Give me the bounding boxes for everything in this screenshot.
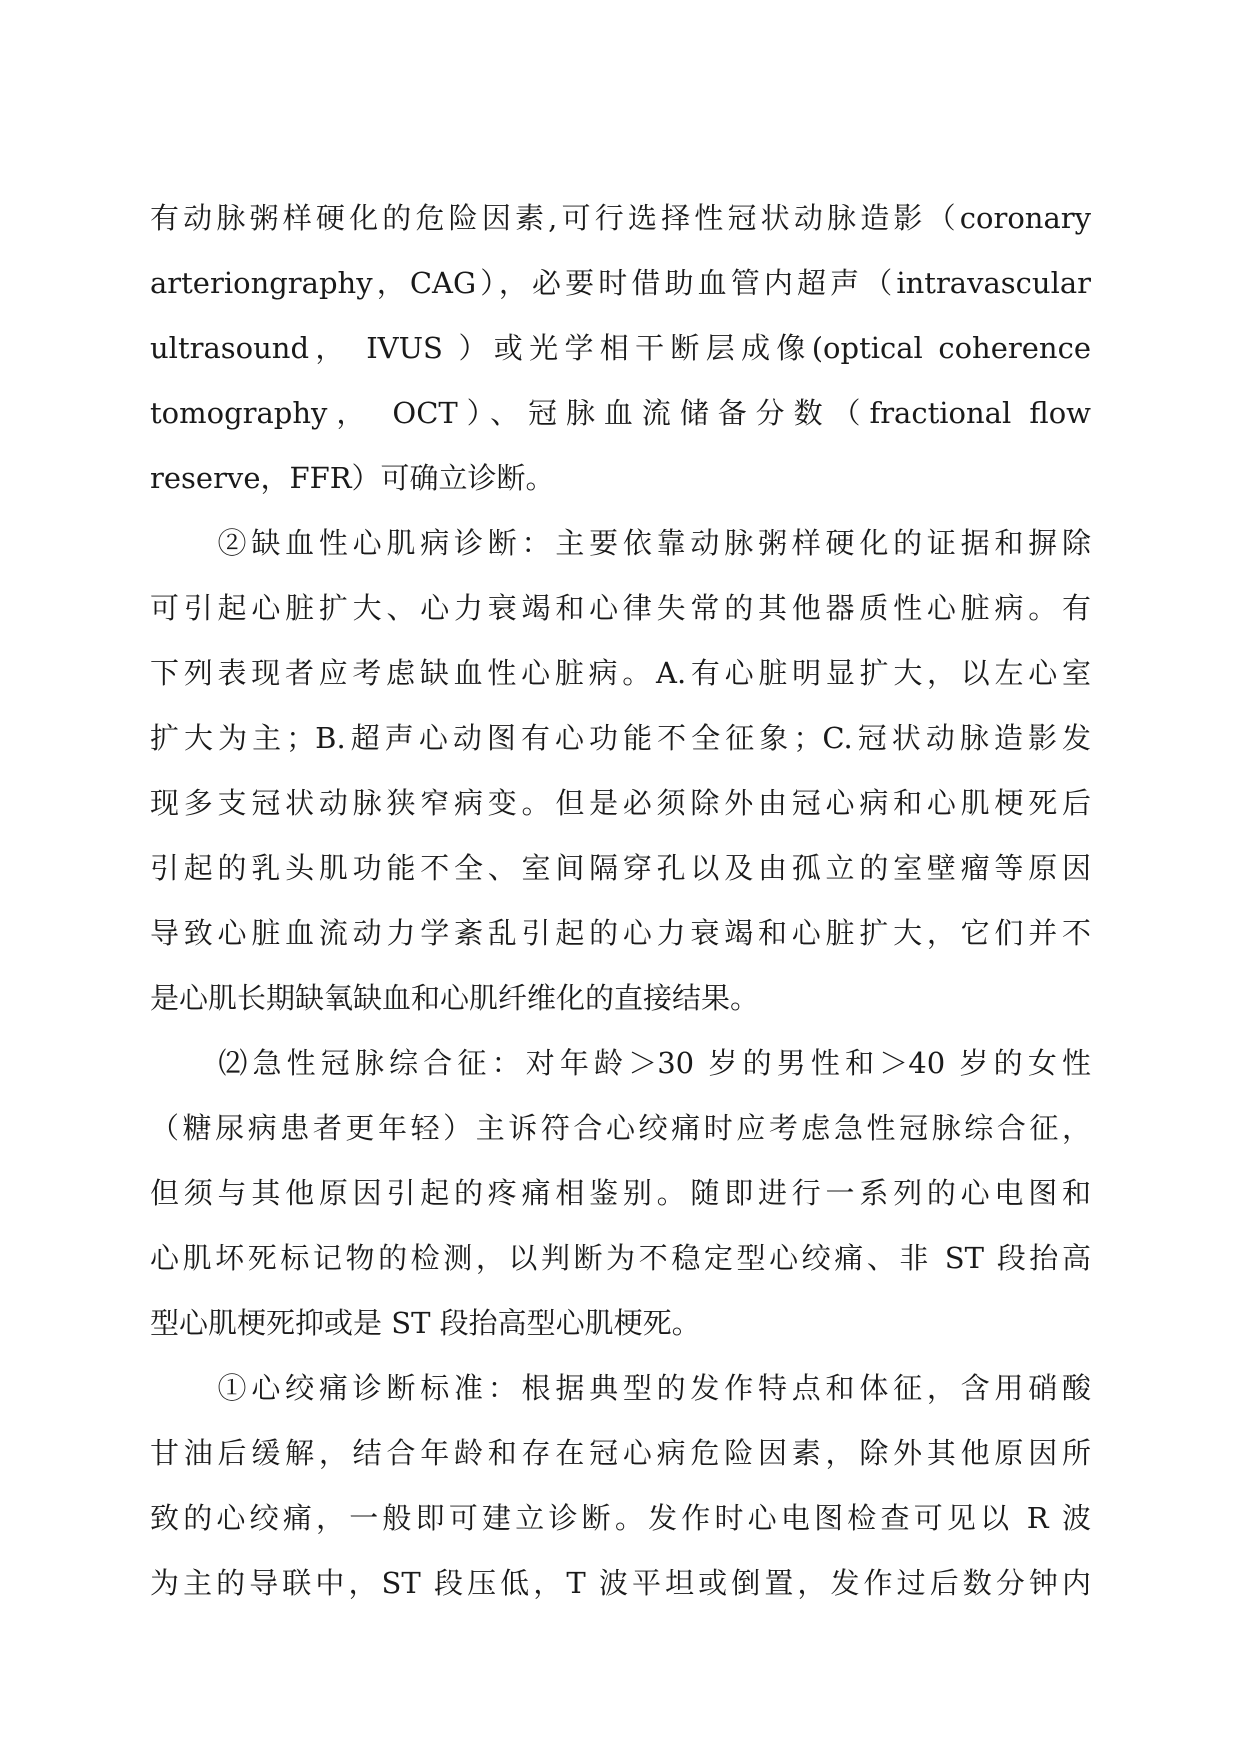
- text-line: ⑵急性冠脉综合征：对年龄＞30 岁的男性和＞40 岁的女性: [150, 1046, 1091, 1080]
- document-body: [150, 186, 1091, 1616]
- text-line: 有动脉粥样硬化的危险因素,可行选择性冠状动脉造影（coronary: [150, 201, 1091, 235]
- text-line: arteriongraphy，CAG），必要时借助血管内超声（intravascular: [150, 266, 1091, 300]
- text-line: 为主的导联中，ST 段压低，T 波平坦或倒置，发作过后数分钟内: [150, 1566, 1091, 1600]
- text-line: tomography， OCT）、冠脉血流储备分数（fractional flow: [150, 396, 1091, 430]
- text-line: ①心绞痛诊断标准：根据典型的发作特点和体征，含用硝酸: [150, 1371, 1091, 1405]
- text-line: （糖尿病患者更年轻）主诉符合心绞痛时应考虑急性冠脉综合征，: [150, 1111, 1091, 1145]
- text-line: 引起的乳头肌功能不全、室间隔穿孔以及由孤立的室壁瘤等原因: [150, 851, 1091, 885]
- text-line: 导致心脏血流动力学紊乱引起的心力衰竭和心脏扩大，它们并不: [150, 916, 1091, 950]
- text-line: 但须与其他原因引起的疼痛相鉴别。随即进行一系列的心电图和: [150, 1176, 1091, 1210]
- text-line: ②缺血性心肌病诊断：主要依靠动脉粥样硬化的证据和摒除: [150, 526, 1091, 560]
- text-line: 甘油后缓解，结合年龄和存在冠心病危险因素，除外其他原因所: [150, 1436, 1091, 1470]
- text-line: reserve，FFR）可确立诊断。: [150, 461, 555, 495]
- text-line: 可引起心脏扩大、心力衰竭和心律失常的其他器质性心脏病。有: [150, 591, 1091, 625]
- text-line: 是心肌长期缺氧缺血和心肌纤维化的直接结果。: [150, 981, 760, 1015]
- text-line: 型心肌梗死抑或是 ST 段抬高型心肌梗死。: [150, 1306, 701, 1340]
- text-line: 下列表现者应考虑缺血性心脏病。A.有心脏明显扩大，以左心室: [150, 656, 1091, 690]
- text-line: 致的心绞痛，一般即可建立诊断。发作时心电图检查可见以 R 波: [150, 1501, 1091, 1535]
- text-line: 扩大为主；B.超声心动图有心功能不全征象；C.冠状动脉造影发: [150, 721, 1091, 755]
- text-line: ultrasound， IVUS ）或光学相干断层成像(optical coherence: [150, 331, 1091, 365]
- text-line: 心肌坏死标记物的检测，以判断为不稳定型心绞痛、非 ST 段抬高: [150, 1241, 1091, 1275]
- text-line: 现多支冠状动脉狭窄病变。但是必须除外由冠心病和心肌梗死后: [150, 786, 1091, 820]
